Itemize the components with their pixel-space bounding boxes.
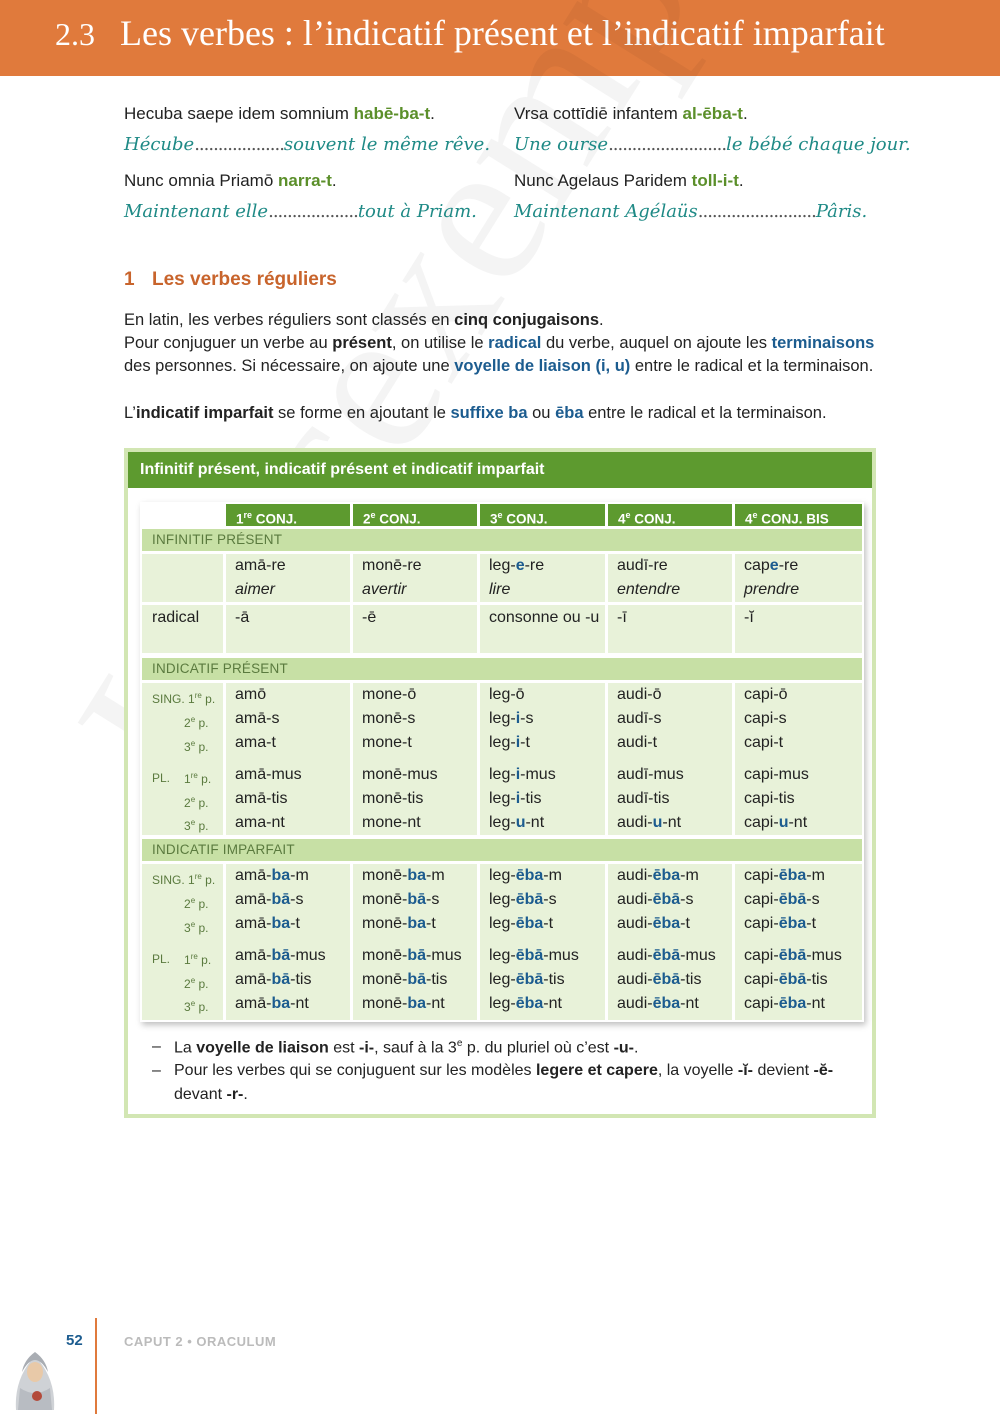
imparfait-form: audi-ēbā-mus	[617, 947, 716, 964]
imparfait-form: audi-ēbā-tis	[617, 971, 702, 988]
present-form: capi-mus	[744, 766, 809, 783]
note-3: devant -r-.	[174, 1086, 248, 1103]
person-label-pl-1: PL.	[152, 771, 171, 785]
present-form: capi-s	[744, 710, 787, 727]
cell-bg	[735, 605, 862, 653]
person-label-sing-1: SING. 1re p.	[152, 691, 216, 706]
cell-bg	[735, 683, 862, 835]
infinitive-1-translation: aimer	[235, 581, 276, 598]
imparfait-form: amā-bā-mus	[235, 947, 326, 964]
section-heading: 1 Les verbes réguliers	[124, 269, 337, 290]
present-form: mone-nt	[362, 814, 421, 831]
box-title: Infinitif présent, indicatif présent et indicatif imparfait	[128, 452, 872, 488]
present-form: monē-mus	[362, 766, 438, 783]
present-form: mone-ō	[362, 686, 417, 703]
radical-label: radical	[152, 609, 200, 626]
radical-1: -ā	[235, 609, 250, 626]
section-infinitif: INFINITIF PRÉSENT	[142, 529, 862, 551]
present-form: amō	[235, 686, 267, 703]
cell-bg	[608, 683, 732, 835]
imparfait-form: monē-ba-t	[362, 915, 436, 932]
column-header-5: 4e CONJ. BIS	[735, 504, 862, 526]
present-form: leg-ō	[489, 686, 525, 703]
present-form: mone-t	[362, 734, 412, 751]
imparfait-form: monē-bā-tis	[362, 971, 448, 988]
note-2: – Pour les verbes qui se conjuguent sur les modèles legere et capere, la voyelle -ĭ- devient -ĕ-	[152, 1062, 834, 1079]
imparfait-form: capi-ēbā-mus	[744, 947, 842, 964]
imparfait-form: monē-bā-mus	[362, 947, 462, 964]
imparfait-form: audi-ēba-nt	[617, 995, 699, 1012]
paragraph-3: des personnes. Si nécessaire, on ajoute une voyelle de liaison (i, u) entre le radical et la terminaison.	[124, 357, 874, 375]
present-form: leg-i-s	[489, 710, 534, 727]
present-form: leg-i-t	[489, 734, 530, 751]
radical-5: -ĭ	[744, 609, 754, 626]
section-present: INDICATIF PRÉSENT	[142, 658, 862, 680]
example-latin-3: Vrsa cottīdiē infantem al-ēba-t.	[514, 104, 748, 123]
conjugation-table	[140, 502, 864, 1022]
present-form: audī-mus	[617, 766, 684, 783]
column-header-4: 4e CONJ.	[608, 504, 732, 526]
present-form: audī-s	[617, 710, 662, 727]
present-form: monē-tis	[362, 790, 424, 807]
cell-bg	[226, 683, 350, 835]
person-label-pl-1-impf: PL.	[152, 952, 171, 966]
imparfait-form: audi-ēba-t	[617, 915, 690, 932]
section-number: 2.3	[55, 16, 95, 52]
radical-4: -ī	[617, 609, 627, 626]
paragraph-1: En latin, les verbes réguliers sont classés en cinq conjugaisons.	[124, 311, 604, 329]
conjugation-box	[124, 448, 876, 1118]
infinitive-5: cape-re	[744, 557, 799, 574]
column-header-2: 2e CONJ.	[353, 504, 477, 526]
present-form: ama-nt	[235, 814, 285, 831]
cell-blank	[142, 554, 223, 602]
imparfait-form: audi-ēbā-s	[617, 891, 694, 908]
example-french-1: Hécube...................souvent le même rêve.	[124, 134, 491, 155]
infinitive-4: audī-re	[617, 557, 668, 574]
example-french-4: Maintenant Agélaüs.........................Pâris.	[514, 201, 868, 222]
note-1: – La voyelle de liaison est -i-, sauf à la 3e p. du pluriel où c’est -u-.	[152, 1038, 639, 1057]
person-label-sing-3: 3e p.	[184, 739, 209, 754]
imparfait-form: leg-ēba-nt	[489, 995, 562, 1012]
radical-3: consonne ou -u	[489, 609, 600, 626]
present-form: leg-i-tis	[489, 790, 542, 807]
person-label-pl-2: 2e p.	[184, 795, 209, 810]
example-latin-4: Nunc Agelaus Paridem toll-i-t.	[514, 171, 744, 190]
infinitive-3-translation: lire	[489, 581, 511, 598]
imparfait-form: amā-bā-tis	[235, 971, 312, 988]
infinitive-5-translation: prendre	[744, 581, 800, 598]
present-form: audi-t	[617, 734, 658, 751]
column-header-3: 3e CONJ.	[480, 504, 605, 526]
present-form: audi-ō	[617, 686, 662, 703]
person-label-pl-1b-impf: 1re p.	[184, 952, 212, 967]
imparfait-form: monē-ba-m	[362, 867, 445, 884]
imparfait-form: amā-ba-t	[235, 915, 300, 932]
imparfait-form: monē-ba-nt	[362, 995, 445, 1012]
infinitive-4-translation: entendre	[617, 581, 681, 598]
imparfait-form: leg-ēbā-s	[489, 891, 557, 908]
imparfait-form: leg-ēba-t	[489, 915, 554, 932]
person-label-sing-2-impf: 2e p.	[184, 896, 209, 911]
person-label-pl-2-impf: 2e p.	[184, 976, 209, 991]
infinitive-1: amā-re	[235, 557, 286, 574]
present-form: capi-u-nt	[744, 814, 808, 831]
present-form: capi-ō	[744, 686, 788, 703]
cell-bg	[480, 683, 605, 835]
imparfait-form: capi-ēba-t	[744, 915, 817, 932]
imparfait-form: capi-ēba-m	[744, 867, 825, 884]
column-header-1: 1re CONJ.	[226, 504, 350, 526]
example-latin-2: Nunc omnia Priamō narra-t.	[124, 171, 337, 190]
page-number: 52	[66, 1332, 83, 1349]
imparfait-form: capi-ēbā-s	[744, 891, 820, 908]
imparfait-form: amā-bā-s	[235, 891, 304, 908]
imparfait-form: leg-ēbā-tis	[489, 971, 565, 988]
paragraph-2: Pour conjuguer un verbe au présent, on utilise le radical du verbe, auquel on ajoute les terminaisons	[124, 334, 875, 352]
section-imparfait: INDICATIF IMPARFAIT	[142, 839, 862, 861]
present-form: capi-t	[744, 734, 784, 751]
imparfait-form: amā-ba-m	[235, 867, 309, 884]
imparfait-form: monē-bā-s	[362, 891, 440, 908]
example-french-3: Une ourse.........................le bébé chaque jour.	[514, 134, 911, 155]
present-form: audi-u-nt	[617, 814, 682, 831]
present-form: audī-tis	[617, 790, 670, 807]
infinitive-3: leg-e-re	[489, 557, 545, 574]
example-french-2: Maintenant elle...................tout à Priam.	[124, 201, 477, 222]
imparfait-form: audi-ēba-m	[617, 867, 699, 884]
portrait-illustration	[6, 1338, 64, 1410]
present-form: leg-u-nt	[489, 814, 545, 831]
infinitive-2-translation: avertir	[362, 581, 407, 598]
person-label-sing-2: 2e p.	[184, 715, 209, 730]
page-title: Les verbes : l’indicatif présent et l’indicatif imparfait	[120, 13, 885, 53]
example-latin-1: Hecuba saepe idem somnium habē-ba-t.	[124, 104, 435, 123]
paragraph-4: L’indicatif imparfait se forme en ajoutant le suffixe ba ou ēba entre le radical et la terminaison.	[124, 404, 827, 422]
person-label-sing-3-impf: 3e p.	[184, 920, 209, 935]
person-label-sing-1-impf: SING. 1re p.	[152, 872, 216, 887]
present-form: amā-tis	[235, 790, 288, 807]
person-label-pl-3: 3e p.	[184, 818, 209, 833]
imparfait-form: amā-ba-nt	[235, 995, 309, 1012]
chapter-header	[0, 0, 1000, 76]
cell-bg	[353, 683, 477, 835]
present-form: amā-s	[235, 710, 280, 727]
radical-2: -ē	[362, 609, 377, 626]
imparfait-form: leg-ēba-m	[489, 867, 562, 884]
person-label-pl-3-impf: 3e p.	[184, 999, 209, 1014]
person-label-pl-1b: 1re p.	[184, 771, 212, 786]
infinitive-2: monē-re	[362, 557, 422, 574]
footer-divider	[95, 1318, 97, 1414]
imparfait-form: capi-ēbā-tis	[744, 971, 828, 988]
present-form: leg-i-mus	[489, 766, 556, 783]
present-form: monē-s	[362, 710, 416, 727]
present-form: capi-tis	[744, 790, 795, 807]
cell-bg	[142, 864, 223, 1020]
present-form: amā-mus	[235, 766, 302, 783]
imparfait-form: capi-ēba-nt	[744, 995, 825, 1012]
footer-caption: CAPUT 2 • ORACULUM	[124, 1334, 277, 1349]
imparfait-form: leg-ēbā-mus	[489, 947, 579, 964]
present-form: ama-t	[235, 734, 276, 751]
